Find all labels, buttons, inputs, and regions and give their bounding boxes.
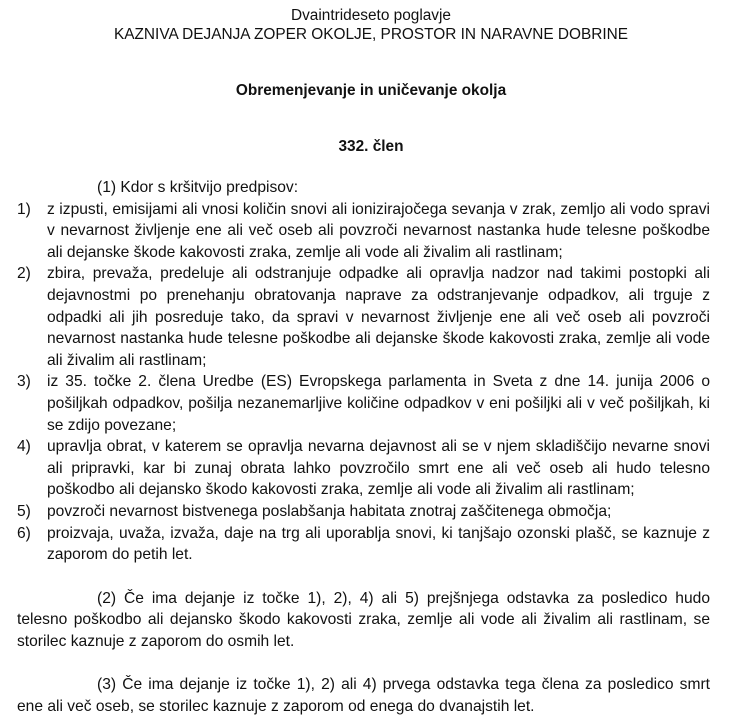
item-text: upravlja obrat, v katerem se opravlja nevarna dejavnost ali se v njem skladiščijo nevarne snovi ali pripravki, kar bi zunaj obrata lahko povzročilo smrt ene ali več oseb ali hudo telesno poškodbo ali dejansko škodo kakovosti zraka, zemlje ali vode ali živalim ali rastlinam; <box>47 438 710 499</box>
item-text: z izpusti, emisijami ali vnosi količin snovi ali ionizirajočega sevanja v zrak, zemljo ali vodo spravi v nevarnost življenje ene ali več oseb ali povzroči nevarnost nastanka hude telesne poškodbe ali dejanske škode kakovosti zraka, zemlje ali vode ali živalim ali rastlinam; <box>47 200 710 261</box>
article-number: 332. člen <box>338 138 404 155</box>
item-number: 5) <box>17 502 31 520</box>
item-text: zbira, prevaža, predeluje ali odstranjuje odpadke ali opravlja nadzor nad takimi postopki ali dejavnostmi po prenehanju obratovanja naprave za odstranjevanje odpadkov, ali trguje z odpadki ali jih posreduje tako, da spravi v nevarnost življenje ene ali več oseb ali povzroči nevarnost nastanka hude telesne poškodbe ali dejanske škode kakovosti zraka, zemlje ali vode ali živalim ali rastlinam; <box>47 265 710 369</box>
chapter-heading <box>0 6 742 44</box>
list-item <box>17 371 710 436</box>
item-text: povzroči nevarnost bistvenega poslabšanja habitata znotraj zaščitenega območja; <box>47 502 612 520</box>
item-number: 3) <box>17 373 31 391</box>
paragraph-2: (2) Če ima dejanje iz točke 1), 2), 4) ali 5) prejšnjega odstavka za posledico hudo telesno poškodbo ali dejansko škodo kakovosti zraka, zemlje ali vode ali živalim ali rastlinam, se storilec kaznuje z zaporom do osmih let. <box>17 589 710 650</box>
list-item <box>17 263 710 371</box>
item-text: iz 35. točke 2. člena Uredbe (ES) Evropskega parlamenta in Sveta z dne 14. junija 2006 o pošiljkah odpadkov, pošilja nezanemarljive količine odpadkov v eni pošiljki ali v več pošiljkah, ki se zdijo povezane; <box>47 373 710 434</box>
list-item <box>17 523 710 566</box>
chapter-number: Dvaintrideseto poglavje <box>291 7 451 24</box>
item-number: 4) <box>17 438 31 456</box>
list-item <box>17 199 710 264</box>
section-title: Obremenjevanje in uničevanje okolja <box>235 82 507 99</box>
paragraph-1-items <box>17 199 710 566</box>
item-text: proizvaja, uvaža, izvaža, daje na trg ali uporablja snovi, ki tanjšajo ozonski plašč, se kaznuje z zaporom do petih let. <box>47 524 710 564</box>
list-item <box>17 436 710 501</box>
paragraph-3: (3) Če ima dejanje iz točke 1), 2) ali 4) prvega odstavka tega člena za posledico smrt ene ali več oseb, se storilec kaznuje z zaporom od enega do dvanajstih let. <box>17 676 710 716</box>
item-number: 6) <box>17 524 31 542</box>
item-number: 1) <box>17 200 31 218</box>
list-item <box>17 501 710 523</box>
paragraph-1-intro: (1) Kdor s kršitvijo predpisov: <box>97 179 299 196</box>
article-body <box>17 177 710 718</box>
item-number: 2) <box>17 265 31 283</box>
chapter-title: KAZNIVA DEJANJA ZOPER OKOLJE, PROSTOR IN NARAVNE DOBRINE <box>114 26 628 43</box>
